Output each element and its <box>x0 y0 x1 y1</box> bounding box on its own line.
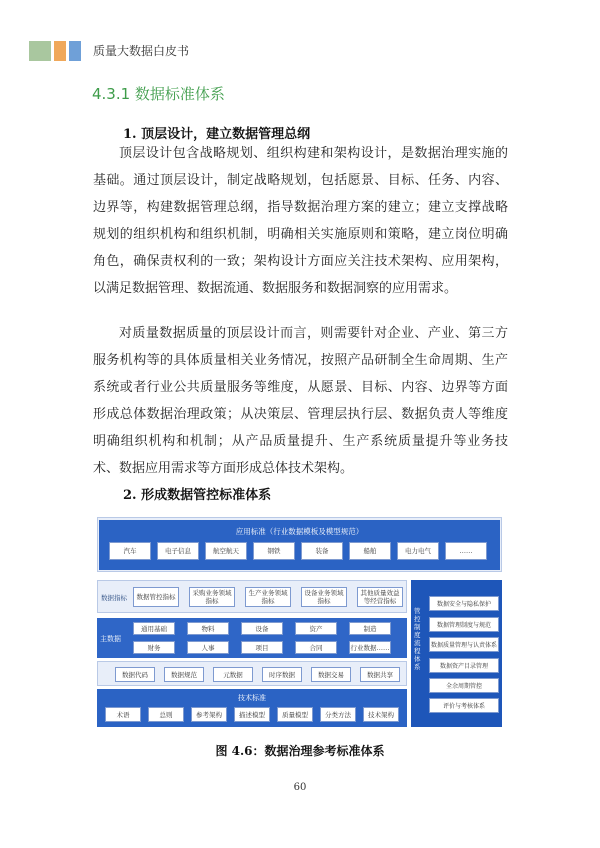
page-number: 60 <box>293 782 307 793</box>
master-data-item2-2: 项目 <box>241 641 283 654</box>
data-row-item-5: 数据共享 <box>360 667 400 682</box>
app-standard-item-1: 电子信息 <box>157 542 199 560</box>
master-data-item-3: 资产 <box>295 622 337 635</box>
data-row-item-4: 数据交易 <box>311 667 351 682</box>
tech-standards-title: 技术标准 <box>238 694 266 702</box>
app-standard-item-6: 电力电气 <box>397 542 439 560</box>
data-indicator-label: 数据指标 <box>101 594 127 602</box>
section-title: 4.3.1 数据标准体系 <box>92 85 225 103</box>
tech-standard-item-5: 分类方法 <box>320 707 356 722</box>
paragraph-2: 对质量数据质量的顶层设计而言，则需要针对企业、产业、第三方服务机构等的具体质量相关业务情况，按照产品研制全生命周期、生产系统或者行业公共质量服务等维度，从愿景、目标、内容、边界等方面形成总体数据治理政策；从决策层、管理层执行层、数据负责人等维度明确组织机构和机制；从产品质量提升、生产系统质量提升等业务技术、数据应用需求等方面形成总体技术架构。 <box>93 326 508 476</box>
data-row-item-3: 时序数据 <box>262 667 302 682</box>
master-data-item-0: 通用基础 <box>133 622 175 635</box>
master-data-item2-3: 合同 <box>295 641 337 654</box>
control-item-3: 数据资产目录管理 <box>429 658 499 673</box>
control-item-5: 评价与考核体系 <box>429 698 499 713</box>
paragraph-1: 顶层设计包含战略规划、组织构建和架构设计，是数据治理实施的基础。通过顶层设计，制定战略规划，包括愿景、目标、任务、内容、边界等，构建数据管理总纲，指导数据治理方案的建立；建立支撑战略规划的组织机构和组织机制，明确相关实施原则和策略，建立岗位明确角色，确保责权利的一致；架构设计方面应关注技术架构、应用架构，以满足数据管理、数据流通、数据服务和数据洞察的应用需求。 <box>93 146 508 296</box>
subsection-title-2: 2. 形成数据管控标准体系 <box>123 488 272 503</box>
subsection-title-1: 1. 顶层设计，建立数据管理总纲 <box>123 127 311 142</box>
tech-standard-item-0: 术语 <box>105 707 141 722</box>
header-decor-green <box>29 41 51 61</box>
app-standard-item-2: 航空航天 <box>205 542 247 560</box>
tech-standard-item-4: 质量模型 <box>277 707 313 722</box>
app-standard-item-5: 船舶 <box>349 542 391 560</box>
header-decor-blue <box>69 41 81 61</box>
data-row-item-2: 元数据 <box>213 667 253 682</box>
data-indicator-item-2: 生产业务领域指标 <box>245 587 291 607</box>
header-decor-orange <box>54 41 66 61</box>
control-item-1: 数据管理制度与规范 <box>429 617 499 632</box>
app-standard-item-4: 装备 <box>301 542 343 560</box>
app-standard-item-7: …… <box>445 542 487 560</box>
control-items <box>421 580 512 727</box>
app-standard-item-3: 钢铁 <box>253 542 295 560</box>
master-data-item-1: 物料 <box>187 622 229 635</box>
data-row-item-0: 数据代码 <box>115 667 155 682</box>
data-indicator-item-3: 设备业务领域指标 <box>301 587 347 607</box>
control-item-0: 数据安全与隐私保护 <box>429 596 499 611</box>
data-indicator-item-0: 数据管控指标 <box>133 587 179 607</box>
app-standards-title: 应用标准（行业数据模板及模型规范） <box>235 527 364 536</box>
tech-standard-item-6: 技术架构 <box>363 707 399 722</box>
app-standard-item-0: 汽车 <box>109 542 151 560</box>
control-item-2: 数据质量管理与认责体系 <box>429 637 499 652</box>
master-data-label: 主数据 <box>100 635 121 643</box>
tech-standard-item-1: 总则 <box>148 707 184 722</box>
data-indicator-item-1: 采购业务领域指标 <box>189 587 235 607</box>
running-header: 质量大数据白皮书 <box>93 44 190 58</box>
data-row-item-1: 数据规范 <box>164 667 204 682</box>
master-data-item2-0: 财务 <box>133 641 175 654</box>
master-data-item-2: 设备 <box>241 622 283 635</box>
data-governance-diagram <box>97 517 502 727</box>
tech-standard-item-3: 描述模型 <box>234 707 270 722</box>
control-item-4: 全余周期管控 <box>429 678 499 693</box>
figure-caption: 图 4.6：数据治理参考标准体系 <box>215 744 385 758</box>
tech-standard-item-2: 参考架构 <box>191 707 227 722</box>
master-data-item-4: 制造 <box>349 622 391 635</box>
master-data-item2-4: 行业数据…… <box>349 641 391 654</box>
data-indicator-item-4: 其他质量效益等经营指标 <box>357 587 403 607</box>
control-label: 管控制度流程体系 <box>414 607 421 671</box>
master-data-item2-1: 人事 <box>187 641 229 654</box>
